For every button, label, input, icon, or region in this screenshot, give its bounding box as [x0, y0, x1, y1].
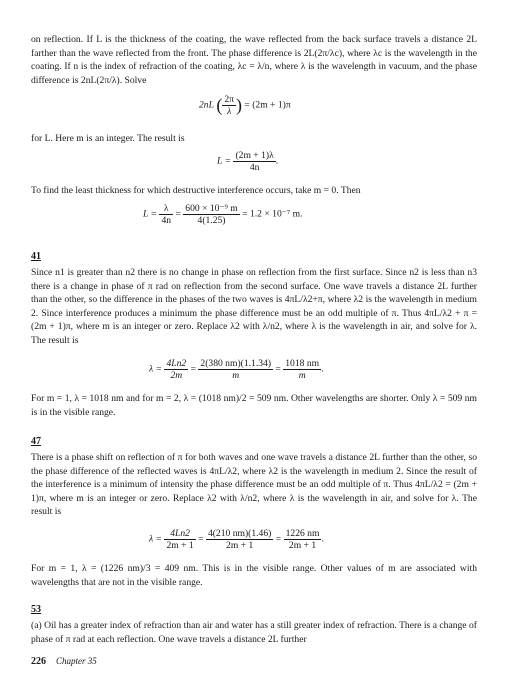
eq41-fraction-1 — [164, 358, 188, 381]
eq1-lhs: 2nL — [199, 99, 214, 111]
paragraph-intro: on reflection. If L is the thickness of the coating, the wave reflected from the back surface travels a distance 2L farther than the wave reflected from the front. The phase difference is 2L(2π/λc), where λc is the wavelength in the coating. If n is the index of refraction of the coating, λc = λ/n, where λ is the wavelength in vacuum, and the phase difference is 2nL(2π/λ). Solve — [31, 34, 477, 86]
eq41-den1: 2m — [170, 370, 183, 381]
equation-thickness — [217, 150, 278, 173]
eq41-den2: m — [232, 370, 240, 381]
eq3-fraction-2 — [183, 203, 239, 226]
section-number-47: 47 — [31, 436, 41, 447]
eq41-num2: 2(380 nm)(1.1.34) — [200, 358, 272, 369]
eq47-num2: 4(210 nm)(1.46) — [207, 528, 272, 539]
eq41-equals-2: = — [275, 363, 281, 375]
paragraph-solve: for L. Here m is an integer. The result is — [31, 133, 185, 144]
eq3-den2: 4(1.25) — [197, 215, 226, 226]
section-47-text: There is a phase shift on reflection of π for both waves and one wave travels a distance 2L further than the other, so the phase difference of the reflected waves is 4πL/λ2, where λ2 is the wavelength in medium 2. Since the result of the interference is a minimum of intensity the phase difference must be an odd multiple of π. Thus 4πL/λ2 = (2m + 1)π, where m is an integer or zero. Replace λ2 with λ/n2, where λ is the wavelength in air, and solve for λ. The result is — [31, 452, 477, 518]
eq2-period: . — [275, 155, 279, 167]
eq41-fraction-3 — [283, 358, 324, 381]
eq2-fraction — [233, 150, 275, 173]
paragraph-least-thickness: To find the least thickness for which destructive interference occurs, take m = 0. Then — [31, 185, 361, 196]
section-41-conclusion: For m = 1, λ = 1018 nm and for m = 2, λ = (1018 nm)/2 = 509 nm. Other wavelengths are shorter. Only λ = 509 nm is in the visible range. — [31, 393, 477, 418]
equation-phase: 2nL ( $\frac{2\pi}{\lambda}$ ) = (2m + 1)π — [199, 94, 291, 117]
section-53-text: (a) Oil has a greater index of refraction than air and water has a still greater index of refraction. There is a change of phase of π rad at each reflection. One wave travels a distance 2L further — [31, 620, 477, 645]
eq47-equals-1: = — [198, 533, 204, 545]
page-number: 226 — [31, 656, 46, 667]
eq3-equals: = — [175, 208, 181, 220]
section-41-text: Since n1 is greater than n2 there is no change in phase on reflection from the first surface. Since n2 is less than n3 there is a change in phase of π rad on reflection from the second surface. One wave travels a distance 2L further than the other, so the difference in the phases of the two waves is 4πL/λ2+π, where λ2 is the wavelength in medium 2. Since interference produces a minimum the phase difference must be an odd multiple of π. Thus 4πL/λ2 + π = (2m + 1)π, where m is an integer or zero. Replace λ2 with λ/n2, where λ is the wavelength in air, and solve for λ. The result is — [31, 267, 477, 346]
eq2-denominator: 4n — [249, 162, 260, 173]
eq1-fraction — [222, 94, 236, 117]
eq3-fraction-1 — [159, 203, 173, 226]
eq41-period: . — [321, 363, 324, 375]
eq3-rhs: = 1.2 × 10⁻⁷ m. — [242, 208, 303, 220]
eq1-rhs: = (2m + 1)π — [244, 99, 291, 111]
chapter-label: Chapter 35 — [56, 656, 97, 666]
eq47-lhs: λ = — [149, 533, 163, 545]
eq41-den3: m — [298, 370, 306, 381]
eq41-lhs: λ = — [149, 363, 163, 375]
eq1-numerator: 2π — [224, 94, 234, 105]
equation-41 — [149, 358, 324, 381]
eq47-period: . — [321, 533, 324, 545]
section-number-41: 41 — [31, 251, 41, 262]
eq47-den3: 2m + 1 — [288, 540, 317, 551]
eq47-fraction-1 — [164, 528, 195, 551]
eq41-num3: 1018 nm — [285, 358, 320, 369]
eq2-lhs: L = — [217, 155, 232, 167]
eq2-numerator: (2m + 1)λ — [235, 150, 274, 161]
eq3-den1: 4n — [161, 215, 172, 226]
equation-least-thickness — [143, 203, 302, 226]
eq47-num1: 4Ln2 — [164, 528, 195, 540]
eq47-fraction-2 — [206, 528, 273, 551]
eq41-num1: 4Ln2 — [166, 358, 187, 369]
eq47-num3: 1226 nm — [285, 528, 320, 539]
eq47-den2: 2m + 1 — [226, 540, 254, 551]
section-47-conclusion: For m = 1, λ = (1226 nm)/3 = 409 nm. This is in the visible range. Other values of m are associated with wavelengths that are not in the visible range. — [31, 563, 477, 588]
page-footer — [31, 656, 97, 667]
eq41-fraction-2 — [198, 358, 273, 381]
eq3-num1: λ — [159, 203, 173, 215]
section-number-53: 53 — [31, 604, 41, 615]
eq47-fraction-3 — [284, 528, 322, 551]
eq41-equals-1: = — [190, 363, 196, 375]
eq47-den1: 2m + 1 — [166, 540, 194, 551]
equation-47 — [149, 528, 324, 551]
eq1-denominator: λ — [227, 106, 232, 117]
eq47-equals-2: = — [275, 533, 282, 545]
eq3-num2: 600 × 10⁻⁹ m — [185, 203, 238, 214]
eq3-lhs: L = — [143, 208, 158, 220]
